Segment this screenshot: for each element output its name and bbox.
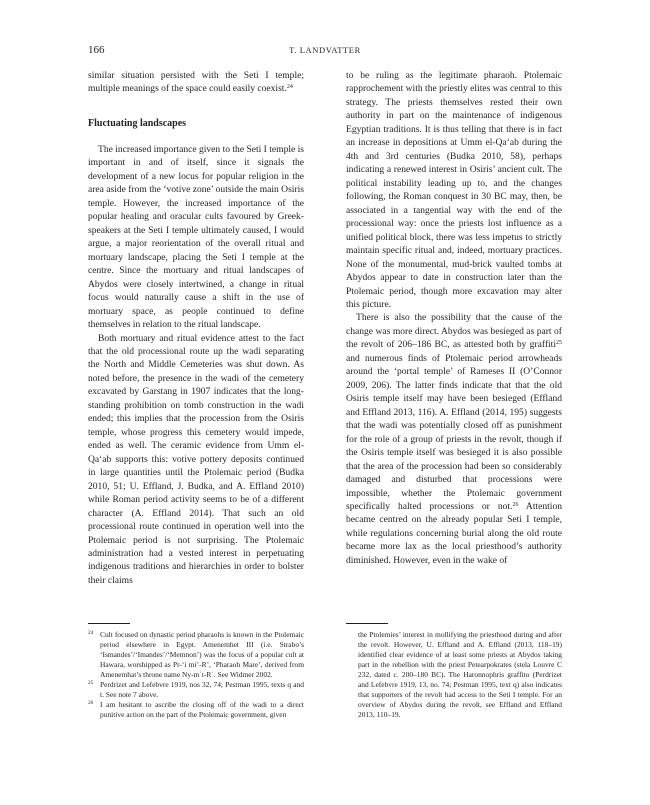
page-header (88, 44, 562, 58)
page-number: 166 (88, 44, 105, 56)
paragraph: There is also the possibility that the cause of the change was more direct. Abydos was besieged as part of the revolt of 206–186 BC, as attested both by graffiti$^{25}$ and numerous finds of Ptolemaic period arrowheads around the ‘portal temple’ of Rameses II (O’Connor 2009, 206). The latter finds indicate that that the old Osiris temple itself may have been besieged (Effland and Effland 2013, 116). A. Effland (2014, 195) suggests that the wadi was potentially closed off as punishment for the role of a group of priests in the revolt, though if the Osiris temple itself was besieged it is also possible that the area of the procession had been so considerably damaged and disturbed that processions were impossible, whether the Ptolemaic government specifically halted processions or not.$^{26}$ Attention became centred on the already popular Seti I temple, while regulations concerning burial along the old route became more lax as the local priesthood’s authority diminished. However, even in the wake of (346, 312, 562, 566)
footnote-24 (88, 630, 304, 680)
paragraph: The increased importance given to the Seti I temple is important in and of itself, since it signals the development of a new locus for popular religion in the area aside from the ‘votive zone’ outside the main Osiris temple. However, the increased importance of the popular healing and oracular cults favoured by Greek-speakers at the Seti I temple ultimately caused, I would argue, a major reorientation of the overall ritual and mortuary landscape, placing the Seti I temple at the centre. Since the mortuary and ritual landscapes of Abydos were closely intertwined, a change in ritual focus would naturally cause a shift in the use of mortuary space, as people continued to define themselves in relation to the ritual landscape. (88, 143, 304, 331)
footnote-26 (88, 700, 304, 720)
footnote-text: I am hesitant to ascribe the closing off of the wadi to a direct punitive action on the part of the Ptolemaic government, given (100, 700, 304, 720)
footnote-25 (88, 680, 304, 700)
paragraph: similar situation persisted with the Seti I temple; multiple meanings of the space could easily coexist.$^{24}$ (88, 70, 304, 95)
running-head: T. LANDVATTER (289, 45, 361, 55)
footnote-ref[interactable]: 26 (512, 502, 519, 508)
footnote-ref[interactable]: 24 (286, 84, 293, 91)
footnote-ref[interactable]: 25 (556, 340, 562, 347)
footnotes-left (88, 630, 304, 720)
left-text-column (88, 69, 304, 587)
footnote-number: 25 (88, 680, 94, 687)
footnote-text: Cult focused on dynastic period pharaohs is known in the Ptolemaic period elsewhere in Egypt. Amenemhet III (i.e. Strabo’s ‘Ismandes’/‘Imandes’/‘Memnon’) was the focus of a popular cult at Hawara, worshipped as Pr-‘i mi’-R’, ‘Pharaoh Mare’, derived from Amenemhat’s throne name Ny-mʾt-Rʿ. See Widmer 2002. (100, 630, 304, 680)
footnote-rule (346, 623, 388, 624)
paragraph: to be ruling as the legitimate pharaoh. Ptolemaic rapprochement with the priestly elites was central to this strategy. The priests themselves rested their own authority in part on the maintenance of indigenous Egyptian traditions. It is thus telling that there is in fact an increase in depositions at Umm el-Qa‘ab during the 4th and 3rd centuries (Budka 2010, 58), perhaps indicating a renewed interest in Osiris’ ancient cult. The political instability leading up to, and the changes following, the Roman conquest in 30 BC may, then, be associated in a tangential way with the end of the processional way: once the priests lost influence as a unified political block, there was less impetus to strictly maintain specific ritual and, indeed, mortuary practices. None of the monumental, mud-brick vaulted tombs at Abydos appear to date in construction later than the Ptolemaic period, though more excavation may alter this picture. (346, 70, 562, 310)
footnote-rule (88, 623, 130, 624)
paragraph: Both mortuary and ritual evidence attest to the fact that the old processional route up the wadi separating the North and Middle Cemeteries was shut down. As noted before, the presence in the wadi of the cemetery excavated by Garstang in 1907 indicates that the long-standing prohibition on tomb construction in the wadi ended; this implies that the procession from the Osiris temple, whose progress this cemetery would impede, ended as well. The ceramic evidence from Umm el-Qa‘ab supports this: votive pottery deposits continued in large quantities until the Ptolemaic period (Budka 2010, 51; U. Effland, J. Budka, and A. Effland 2010) while Roman period activity seems to be of a different character (A. Effland 2014). That such an old processional route continued in operation well into the Ptolemaic period is not surprising. The Ptolemaic administration had a vested interest in perpetuating indigenous traditions and hierarchies in order to bolster their claims (88, 332, 304, 586)
footnote-text: Perdrizet and Lefebvre 1919, nos 32, 74; Pestman 1995, texts q and t. See note 7 above. (100, 680, 304, 700)
right-text-column (346, 69, 562, 567)
footnote-number: 24 (88, 630, 94, 636)
footnote-continuation: the Ptolemies’ interest in mollifying the priesthood during and after the revolt. However, U. Effland and A. Effland (2013, 118–19) identified clear evidence of at least some priests at Abydos taking part in the rebellion with the priest Petearpokrates (stela Louvre C 232, dated c. 200–180 BC). The Haronnophris graffito (Perdrizet and Lefebvre 1919, 13, no. 74; Pestman 1995, text q) also indicates that supporters of the revolt had access to the Seti I temple. For an overview of Abydos during the revolt, see Effland and Effland 2013, 110–19. (358, 630, 562, 720)
footnotes-right (346, 630, 562, 720)
section-heading: Fluctuating landscapes (88, 117, 187, 129)
footnote-number: 26 (88, 700, 94, 707)
